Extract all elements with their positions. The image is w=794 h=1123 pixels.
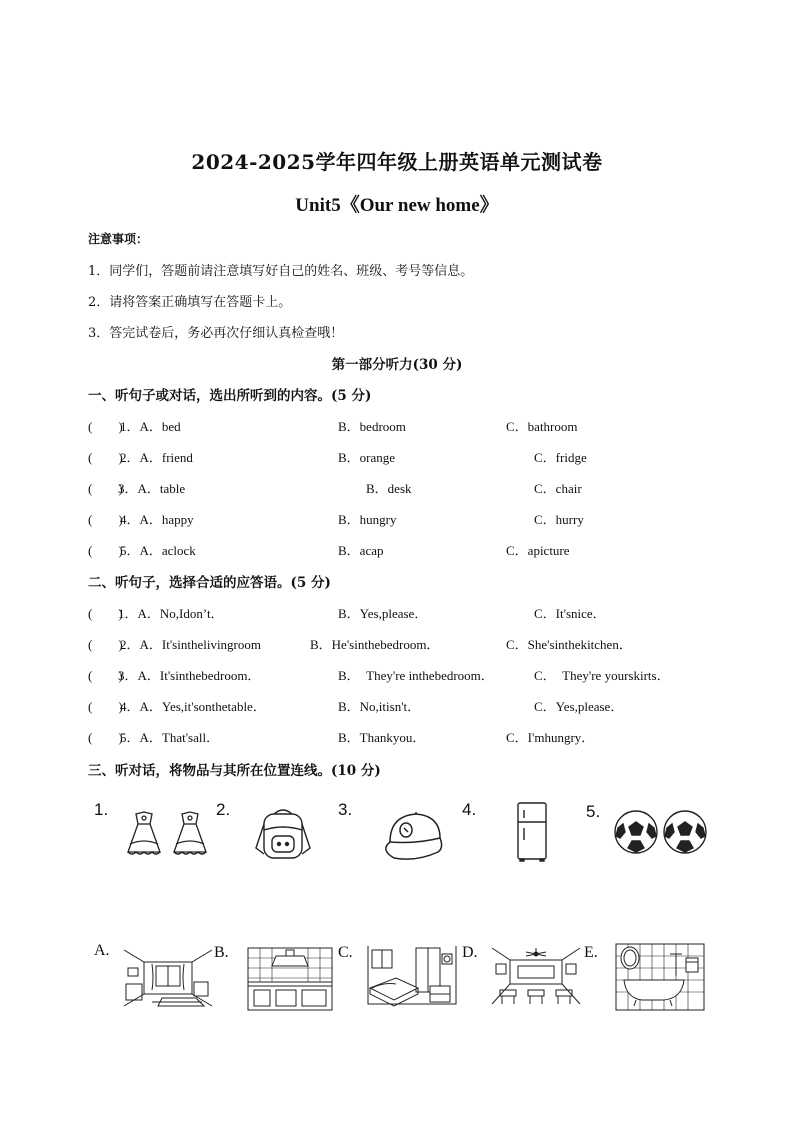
footballs-icon xyxy=(612,806,710,858)
option-c: C．bathroom xyxy=(506,419,578,434)
option-b: B．No,itisn't． xyxy=(338,699,421,714)
page-title: 2024-2025学年四年级上册英语单元测试卷 xyxy=(191,150,603,174)
bedroom-icon xyxy=(366,944,458,1012)
item-number: 4. xyxy=(462,800,477,819)
option-a: 3．A．table xyxy=(118,481,186,496)
room-letter: D. xyxy=(462,944,478,961)
answer-blank[interactable]: ( ) xyxy=(88,512,123,527)
page-subtitle: Unit5《Our new home》 xyxy=(295,195,499,216)
room-letter: C. xyxy=(338,944,353,961)
option-b: B．Thankyou． xyxy=(338,730,426,745)
bathroom-icon xyxy=(614,942,706,1012)
item-number: 1. xyxy=(94,800,109,819)
option-a: 2．A．friend xyxy=(120,450,193,465)
fridge-icon xyxy=(508,800,556,862)
notice-item: 3．答完试卷后，务必再次仔细认真检查哦！ xyxy=(88,326,344,341)
option-b: B．orange xyxy=(338,450,396,465)
item-number: 2. xyxy=(216,800,231,819)
question-row xyxy=(88,727,728,747)
option-a: 1．A．No,Idon’t． xyxy=(118,606,224,621)
question-row xyxy=(88,416,728,436)
option-b: B． They're inthebedroom． xyxy=(338,668,494,683)
option-c: C．apicture xyxy=(506,543,570,558)
question-row xyxy=(88,665,728,685)
answer-blank[interactable]: ( ) xyxy=(88,543,123,558)
answer-blank[interactable]: ( ) xyxy=(88,637,123,652)
option-c: C．hurry xyxy=(534,512,584,527)
option-b: B．Yes,please． xyxy=(338,606,428,621)
option-c: C．It'snice． xyxy=(534,606,606,621)
option-b: B．bedroom xyxy=(338,419,406,434)
option-a: 4．A．happy xyxy=(120,512,194,527)
option-a: 3．A．It'sinthebedroom． xyxy=(118,668,261,683)
answer-blank[interactable]: ( ) xyxy=(88,606,123,621)
option-b: B．acap xyxy=(338,543,384,558)
option-b: B．desk xyxy=(366,481,412,496)
answer-blank[interactable]: ( ) xyxy=(88,730,123,745)
question-row xyxy=(88,603,728,623)
answer-blank[interactable]: ( ) xyxy=(88,699,123,714)
notice-item: 2．请将答案正确填写在答题卡上。 xyxy=(88,295,292,310)
question-row xyxy=(88,447,728,467)
option-b: B．hungry xyxy=(338,512,397,527)
question-row xyxy=(88,509,728,529)
option-a: 4．A．Yes,it'sonthetable． xyxy=(120,699,266,714)
section2-heading: 二、听句子，选择合适的应答语。(5 分) xyxy=(88,575,331,591)
option-c: C．She'sinthekitchen． xyxy=(506,637,632,652)
section1-heading: 一、听句子或对话，选出所听到的内容。(5 分) xyxy=(88,388,372,404)
question-row xyxy=(88,540,728,560)
item-number: 3. xyxy=(338,800,353,819)
answer-blank[interactable]: ( ) xyxy=(88,668,123,683)
notice-item: 1．同学们，答题前请注意填写好自己的姓名、班级、考号等信息。 xyxy=(88,264,474,279)
backpack-icon xyxy=(244,806,322,862)
option-c: C．fridge xyxy=(534,450,587,465)
question-row xyxy=(88,696,728,716)
option-c: C． They're yourskirts． xyxy=(534,668,670,683)
part-heading: 第一部分听力(30 分) xyxy=(331,357,463,373)
dresses-icon xyxy=(120,808,218,862)
kitchen-icon xyxy=(246,946,334,1012)
option-c: C．I'mhungry． xyxy=(506,730,595,745)
question-row xyxy=(88,478,728,498)
item-number: 5. xyxy=(586,802,601,821)
option-a: 2．A．It'sinthelivingroom xyxy=(120,637,262,652)
question-row xyxy=(88,634,728,654)
section3-heading: 三、听对话，将物品与其所在位置连线。(10 分) xyxy=(88,763,381,779)
option-c: C．chair xyxy=(534,481,582,496)
room-letter: B. xyxy=(214,944,229,961)
room-letter: A. xyxy=(94,942,110,959)
notice-heading: 注意事项： xyxy=(88,232,149,246)
option-a: 1．A．bed xyxy=(120,419,181,434)
option-c: C．Yes,please． xyxy=(534,699,624,714)
classroom-icon xyxy=(490,944,582,1010)
answer-blank[interactable]: ( ) xyxy=(88,419,123,434)
answer-blank[interactable]: ( ) xyxy=(88,450,123,465)
option-a: 5．A．aclock xyxy=(120,543,196,558)
option-a: 5．A．That'sall． xyxy=(120,730,220,745)
cap-icon xyxy=(376,808,454,862)
room-letter: E. xyxy=(584,944,598,961)
option-b: B．He'sinthebedroom． xyxy=(310,637,440,652)
living-room-icon xyxy=(122,944,214,1012)
answer-blank[interactable]: ( ) xyxy=(88,481,123,496)
